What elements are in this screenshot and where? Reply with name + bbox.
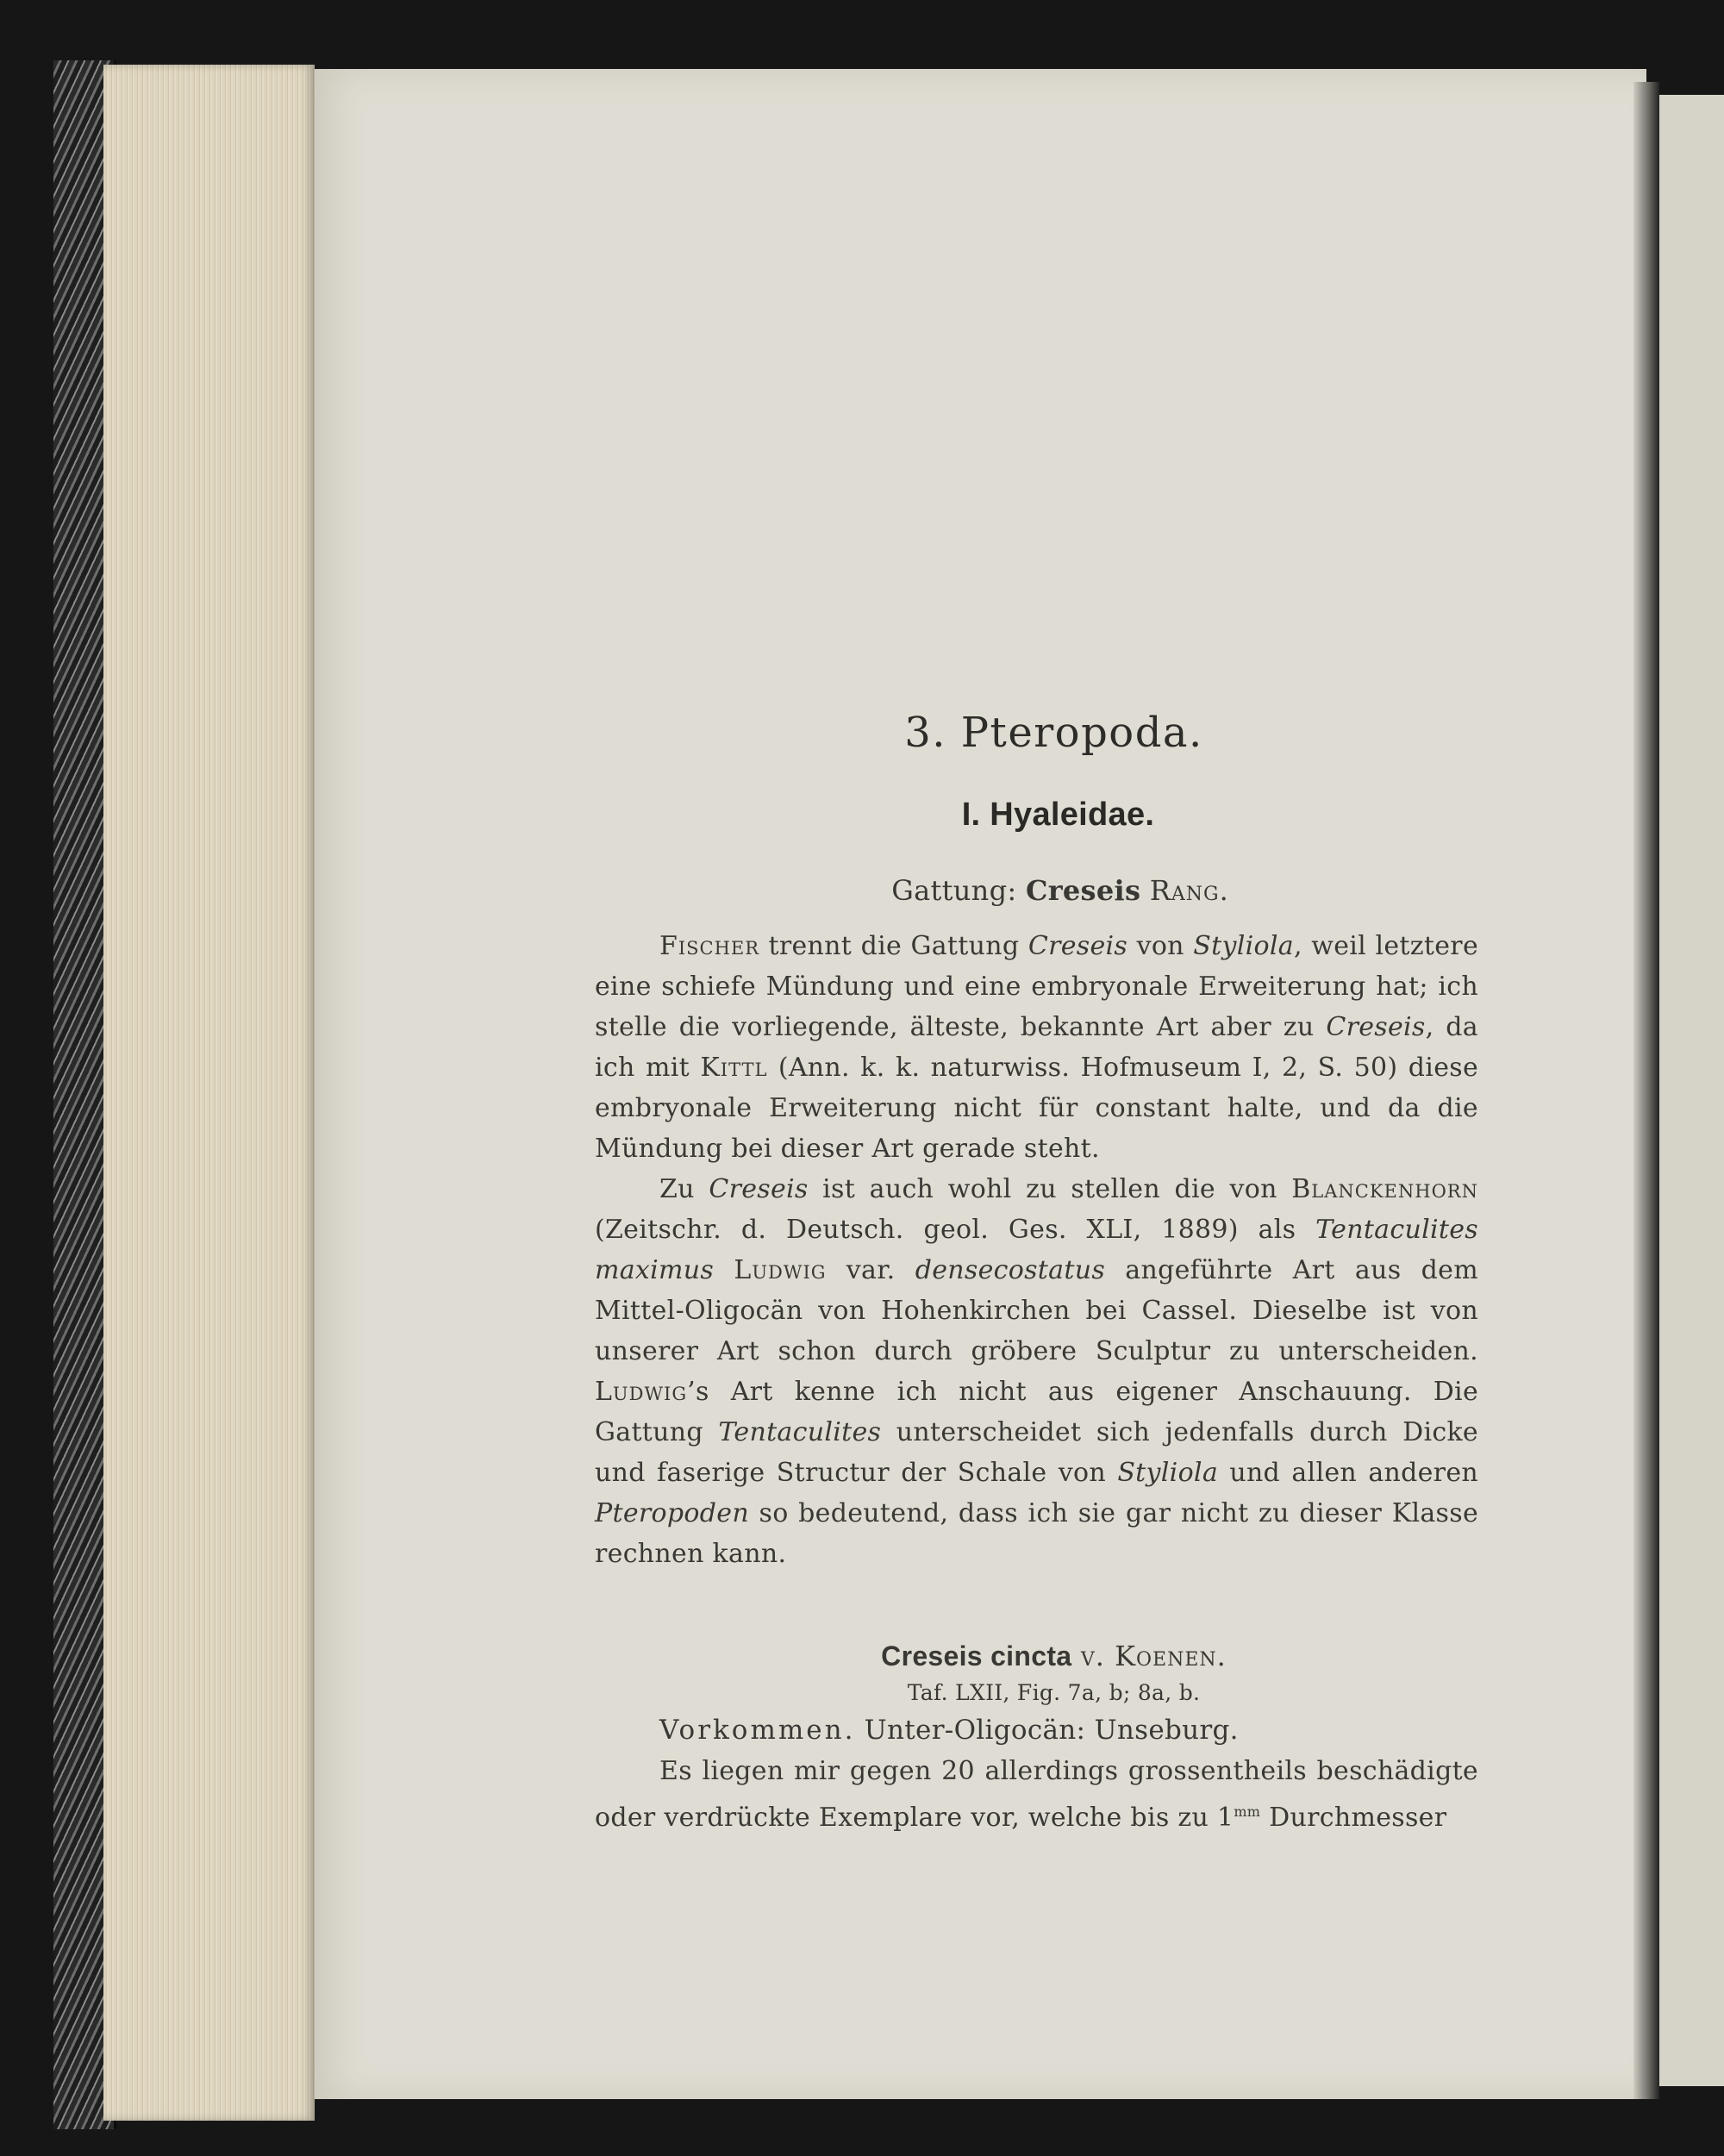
text-run: und allen anderen (1218, 1458, 1478, 1488)
italic-term: Creseis (1326, 1012, 1426, 1042)
paragraph-2 (595, 1169, 1478, 1574)
italic-term: Creseis (709, 1174, 809, 1204)
author-name: Ludwig (734, 1255, 827, 1285)
page-block-edge (103, 65, 315, 2121)
text-run: (Zeitschr. d. Deutsch. geol. Ges. XLI, 1889) als (595, 1215, 1316, 1245)
species-heading (595, 1636, 1478, 1676)
text-run: angeführte Art aus dem Mittel-Oligocän von Hohenkirchen bei Cassel. Dieselbe ist von unserer Art schon durch gröbere Sculptur zu unterscheiden. (595, 1255, 1478, 1366)
italic-term: Styliola (1117, 1458, 1219, 1488)
text-run: ’s Art kenne ich nicht aus eigener Anschauung. Die Gattung (595, 1377, 1478, 1447)
text-run (714, 1255, 734, 1285)
occurrence-label: Vorkommen. (659, 1715, 856, 1746)
italic-term: Pteropoden (595, 1498, 749, 1528)
paragraph-1 (595, 926, 1478, 1169)
section-title: 3. Pteropoda. (904, 709, 1203, 757)
text-run: unterscheidet sich jedenfalls durch Dicke und faserige Structur der Schale von (595, 1417, 1478, 1488)
italic-term: Styliola (1193, 931, 1294, 961)
author-name: Fischer (659, 931, 760, 961)
species-name: Creseis cincta (881, 1640, 1072, 1672)
book-gutter (1633, 82, 1659, 2099)
text-run: var. (826, 1255, 915, 1285)
author-name: Ludwig (595, 1377, 688, 1407)
genus-label: Gattung: (891, 874, 1017, 907)
genus-name: Creseis (1025, 874, 1141, 907)
text-run: trennt die Gattung (759, 931, 1028, 961)
text-run: von (1127, 931, 1194, 961)
plate-reference: Taf. LXII, Fig. 7a, b; 8a, b. (907, 1680, 1201, 1705)
unit-superscript: mm (1234, 1803, 1261, 1820)
page-text (595, 707, 1478, 1838)
italic-term: Tentaculites (718, 1417, 882, 1447)
text-run: , weil letztere eine schiefe Mündung und eine embryonale Erweiterung hat; ich stelle die vorliegende, älteste, bekannte Art aber zu (595, 931, 1478, 1042)
italic-term: Tentaculites maximus (595, 1215, 1478, 1285)
author-name: Kittl (700, 1053, 768, 1083)
paragraph-3 (595, 1751, 1478, 1838)
italic-term: densecostatus (915, 1255, 1106, 1285)
paragraph-3-text-end: Durchmesser (1260, 1803, 1447, 1833)
occurrence-value: Unter-Oligocän: Unseburg. (864, 1715, 1239, 1746)
italic-term: Creseis (1028, 931, 1128, 961)
occurrence-line (595, 1710, 1478, 1751)
family-title: I. Hyaleidae. (961, 797, 1155, 833)
author-name: Blanckenhorn (1291, 1174, 1478, 1204)
genus-heading (595, 871, 1478, 910)
text-run: so bedeutend, dass ich sie gar nicht zu dieser Klasse rechnen kann. (595, 1498, 1478, 1569)
species-author: v. Koenen. (1080, 1640, 1227, 1672)
genus-author: Rang. (1149, 874, 1229, 907)
text-run: ist auch wohl zu stellen die von (808, 1174, 1292, 1204)
text-run: , da ich mit (595, 1012, 1478, 1083)
text-run: (Ann. k. k. naturwiss. Hofmuseum I, 2, S. 50) diese embryonale Erweiterung nicht für constant halte, und da die Mündung bei dieser Art gerade steht. (595, 1053, 1478, 1164)
paragraph-3-text: Es liegen mir gegen 20 allerdings grossentheils beschädigte oder verdrückte Exemplare vor, welche bis zu 1 (595, 1756, 1478, 1833)
facing-page-edge (1659, 95, 1724, 2086)
text-run: Zu (659, 1174, 709, 1204)
